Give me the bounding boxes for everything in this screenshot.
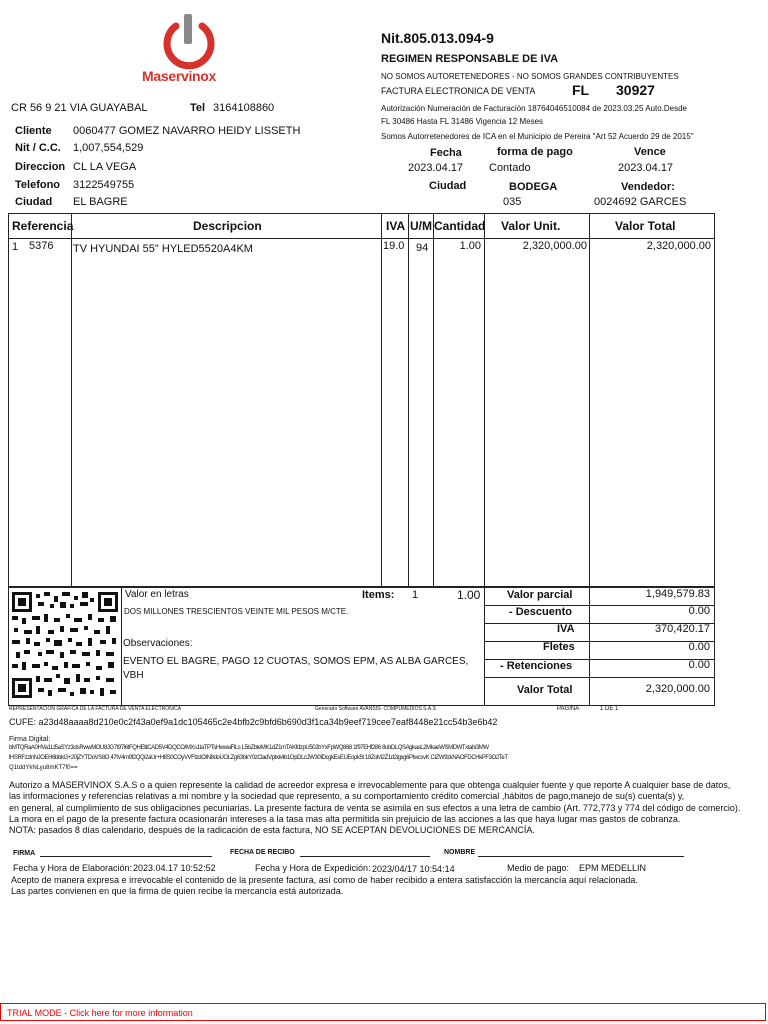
valor-letras: DOS MILLONES TRESCIENTOS VEINTE MIL PESOS M/CTE.: [124, 607, 349, 616]
direccion-value: CL LA VEGA: [73, 161, 137, 173]
valor-total-label: Valor Total: [517, 684, 573, 696]
vence-value: 2023.04.17: [618, 162, 674, 174]
acepto-line-2: Las partes convienen en que la firma de quien recibe la mercancía está autorizada.: [11, 886, 344, 896]
telefono-value: 3122549755: [73, 179, 135, 191]
ciudad-meta-label: Ciudad: [429, 180, 467, 192]
col-header-valor-unit: Valor Unit.: [501, 219, 561, 233]
cliente-value: 0060477 GOMEZ NAVARRO HEIDY LISSETH: [73, 125, 301, 137]
firma-digital-line-1: bMTQRaA0HVa1Lt5aSYz3clsRwwMOU8JG7t97i6tFQHEtilCAD5V4DQCO/MXs1taTPTsHwwaFlLs L5bZbteMK1dZ1mTAKfdzpU502bYxFpWQ868 1f97EHf286 8ubDLQSAgkasL2MkaeWSMDWTxtahi3MW: [9, 745, 489, 751]
ciudad-label: Ciudad: [15, 196, 53, 208]
ciudad-value: EL BAGRE: [73, 196, 128, 208]
firma-label: FIRMA: [13, 850, 36, 857]
trial-mode-banner[interactable]: [0, 1003, 766, 1021]
col-header-um: U/M: [410, 219, 432, 233]
firma-digital-line-3: Q1tddYkNLyu8mKT7f0==: [9, 765, 78, 771]
trial-mode-link[interactable]: TRIAL MODE - Click here for more information: [7, 1008, 193, 1018]
invoice-number: 30927: [616, 82, 655, 98]
company-tel: 3164108860: [213, 102, 275, 114]
telefono-label: Telefono: [15, 179, 61, 191]
elaboracion-value: 2023.04.17 10:52:52: [133, 863, 216, 873]
fletes-value: 0.00: [688, 641, 710, 653]
vendedor-value: 0024692 GARCES: [594, 196, 687, 208]
elaboracion-label: Fecha y Hora de Elaboración:: [13, 863, 133, 873]
row-referencia: 5376: [29, 240, 54, 252]
nit-label: Nit / C.C.: [15, 142, 61, 154]
iva-value: 370,420.17: [654, 623, 710, 635]
col-header-cantidad: Cantidad: [434, 219, 486, 233]
company-logo: [140, 8, 235, 93]
forma-pago-value: Contado: [489, 162, 531, 174]
retenciones-value: 0.00: [688, 659, 710, 671]
row-iva: 19.0: [383, 240, 405, 252]
observaciones-line-1: EVENTO EL BAGRE, PAGO 12 CUOTAS, SOMOS EPM, AS ALBA GARCES,: [123, 656, 469, 667]
row-valor-unit: 2,320,000.00: [522, 240, 587, 252]
col-header-valor-total: Valor Total: [615, 219, 676, 233]
fecha-label: Fecha: [430, 147, 462, 159]
autorizacion-line-1: Autorización Numeración de Facturación 18764046510084 de 2023.03.25 Auto.Desde: [381, 104, 687, 113]
no-autoretenedores: NO SOMOS AUTORETENEDORES - NO SOMOS GRANDES CONTRIBUYENTES: [381, 72, 679, 81]
valor-total-value: 2,320,000.00: [645, 683, 710, 695]
bodega-label: BODEGA: [509, 181, 558, 193]
doc-type: FACTURA ELECTRONICA DE VENTA: [381, 86, 536, 96]
descuento-value: 0.00: [688, 605, 710, 617]
legal-line-4: La mora en el pago de la presente factura ocasionarán intereses a la tasa mas alta permitida sin prejuicio de las acciones a las que haya lugar mas gastos de cobranza.: [9, 814, 681, 824]
nombre-line: [478, 856, 684, 857]
descuento-label: - Descuento: [509, 606, 572, 618]
observaciones-label: Observaciones:: [123, 638, 193, 649]
row-cantidad: 1.00: [459, 240, 481, 252]
items-count: 1: [412, 589, 419, 601]
tel-label: Tel: [190, 102, 206, 114]
legal-line-5: NOTA: pasados 8 días calendario, después de la radicación de esta factura, NO SE ACEPTAN DEVOLUCIONES DE MERCANCÍA.: [9, 825, 535, 835]
legal-line-2: las informaciones y referencias relativas a mi nombre y la sociedad que represento, a su comportamiento crédito comercial ,hábitos de pago,manejo de su(s) cuenta(s) y,: [9, 791, 685, 801]
iva-label: IVA: [557, 623, 575, 635]
vendedor-label: Vendedor:: [621, 181, 675, 193]
company-address: CR 56 9 21 VIA GUAYABAL: [11, 102, 148, 114]
items-qty: 1.00: [457, 588, 481, 602]
ica-note: Somos Autorretenedores de ICA en el Municipio de Pereira "Art 52 Acuerdo 29 de 2015": [381, 132, 694, 141]
acepto-line-1: Acepto de manera expresa e irrevocable el contenido de la presente factura, así como de haber recibido a entera satisfacción la mercancía aquí relacionada.: [11, 875, 638, 885]
medio-pago-value: EPM MEDELLIN: [579, 863, 647, 873]
invoice-prefix: FL: [572, 82, 590, 98]
medio-pago-label: Medio de pago:: [507, 863, 570, 873]
regime: REGIMEN RESPONSABLE DE IVA: [381, 53, 559, 65]
col-header-referencia: Referencia: [12, 219, 74, 233]
firma-digital-line-2: lHSRFzzlnNJOEH6bbkG+20jZYTDoVS8O 47tV4m9f2QQi2aUr+H8S0COyVVFtzdOIN8doUOLZg63bkY0zCladVptxk4b1OpDLcJW30IDcgkEsEUEopk5t 18ZoM2Z1d2igxg6PIwcsvK CIZW9zkNAOFDCHkPF3O2TeT: [9, 755, 508, 761]
expedicion-label: Fecha y Hora de Expedición:: [255, 863, 371, 873]
observaciones-line-2: VBH: [123, 670, 144, 681]
valor-parcial-value: 1,949,579.83: [645, 588, 710, 600]
pagina-value: 1 DE 1: [600, 706, 619, 712]
retenciones-label: - Retenciones: [500, 660, 573, 672]
autorizacion-line-2: FL 30486 Hasta FL 31486 Vigencia 12 Meses: [381, 117, 544, 126]
row-item-number: 1: [12, 241, 19, 253]
logo-text: Maservinox: [142, 68, 217, 84]
items-label: Items:: [362, 589, 395, 601]
vence-label: Vence: [634, 146, 666, 158]
fecha-recibo-line: [300, 856, 430, 857]
fecha-recibo-label: FECHA DE RECIBO: [230, 849, 295, 856]
firma-digital-label: Firma Digital:: [9, 736, 51, 743]
row-descripcion: TV HYUNDAI 55" HYLED5520A4KM: [73, 243, 253, 255]
cufe: CUFE: a23d48aaaa8d210e0c2f43a0ef9a1dc105465c2e4bfb2c9bfd6b690d3f1ca34b9eef719cee7eaf8448e21cc54b3e6b42: [9, 717, 498, 727]
cliente-label: Cliente: [15, 125, 52, 137]
software-credit: Generado Software AVANSIS- COMPUMEDIOS S.A.S: [315, 706, 436, 712]
fecha-value: 2023.04.17: [408, 162, 464, 174]
nit-value: 1,007,554,529: [73, 142, 144, 154]
qr-code-icon: [10, 590, 120, 700]
representacion-grafica: REPRESENTACION GRAFICA DE LA FACTURA DE VENTA ELECTRONICA: [9, 706, 182, 712]
bodega-value: 035: [503, 196, 522, 208]
pagina-label: PAGINA: [557, 706, 580, 712]
row-valor-total: 2,320,000.00: [646, 240, 711, 252]
fletes-label: Fletes: [543, 641, 575, 653]
legal-line-1: Autorizo a MASERVINOX S.A.S o a quien represente la calidad de acreedor expresa e irrevocablemente para que obtenga cualquier fuente y que reporte A cualquier base de datos,: [9, 780, 731, 790]
nombre-label: NOMBRE: [444, 849, 476, 856]
col-header-iva: IVA: [386, 219, 406, 233]
valor-letras-label: Valor en letras: [125, 589, 189, 600]
firma-line: [40, 856, 212, 857]
legal-line-3: en general, al cumplimiento de sus obligaciones pecuniarias. La presente factura de venta se asimila en sus efectos a una letra de cambio (Art. 772,773 y 774 del código de comercio).: [9, 803, 741, 813]
direccion-label: Direccion: [15, 161, 66, 173]
valor-parcial-label: Valor parcial: [507, 589, 573, 601]
items-table: [8, 213, 715, 588]
company-nit: Nit.805.013.094-9: [381, 30, 494, 46]
col-header-descripcion: Descripcion: [193, 219, 262, 233]
forma-pago-label: forma de pago: [497, 146, 573, 158]
row-um: 94: [416, 242, 429, 254]
expedicion-value: 2023/04/17 10:54:14: [372, 864, 455, 874]
